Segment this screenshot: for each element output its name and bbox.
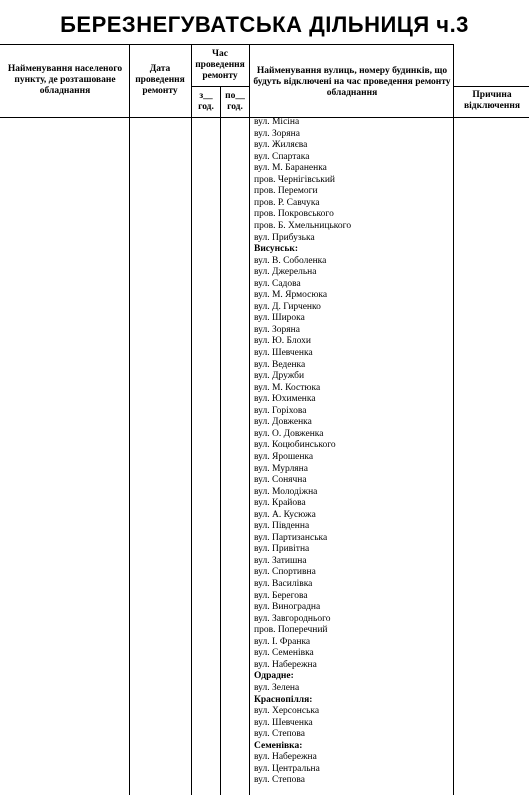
street-item: вул. М. Ярмосюка (254, 290, 328, 301)
street-item: вул. Завгороднього (254, 613, 331, 624)
settlement-heading: Краснопілля: (254, 694, 313, 705)
street-item: вул. Зелена (254, 682, 300, 693)
header-from: з__ год. (198, 91, 214, 112)
street-item: вул. Степова (254, 775, 305, 786)
street-item: вул. Херсонська (254, 706, 320, 717)
header-date: Дата проведення ремонту (135, 64, 185, 96)
street-item: вул. Довженка (254, 417, 312, 428)
street-item: вул. Шевченка (254, 348, 313, 358)
header-to: по__ год. (225, 91, 245, 112)
street-item: вул. Степова (254, 729, 305, 740)
street-item: вул. В. Соболенка (254, 255, 327, 266)
street-item: вул. Спортивна (254, 567, 316, 578)
street-item: вул. Спартака (254, 151, 310, 162)
street-item: пров. Покровського (254, 209, 334, 220)
col-divider-2 (191, 44, 192, 795)
street-item: вул. О. Довженка (254, 428, 324, 439)
street-item: вул. Набережна (254, 659, 317, 670)
header-settlement: Найменування населеного пункту, де розташоване обладнання (7, 64, 123, 96)
street-item: вул. М. Бараненка (254, 163, 327, 174)
col-divider-3 (220, 86, 221, 795)
street-item: вул. Партизанська (254, 532, 328, 543)
settlement-heading: Семенівка: (254, 740, 303, 751)
header-reason: Причина відключення (464, 90, 520, 111)
table-top-border (0, 44, 453, 45)
settlement-heading: Одрадне: (254, 671, 294, 682)
street-item: вул. Коцюбинського (254, 440, 336, 451)
street-item: вул. Сонячна (254, 475, 307, 486)
street-item: вул. Зоряна (254, 128, 300, 139)
street-item: вул. Зоряна (254, 324, 300, 335)
page-title: БЕРЕЗНЕГУВАТСЬКА ДІЛЬНИЦЯ ч.3 (60, 12, 469, 37)
street-item: вул. Горіхова (254, 405, 307, 416)
street-item: пров. Б. Хмельницького (254, 220, 352, 231)
street-item: вул. Ю. Блохи (254, 336, 311, 347)
street-item: вул. Юхименка (254, 394, 316, 405)
header-streets: Найменування вулиць, номеру будинків, що будуть відключені на час проведення ремонту обладнання (253, 66, 451, 98)
street-item: вул. Семенівка (254, 648, 314, 659)
street-item: вул. Ярошенка (254, 451, 314, 462)
street-item: вул. Василівка (254, 579, 313, 589)
street-item: пров. Поперечний (254, 625, 328, 636)
street-item: вул. Затишна (254, 555, 307, 566)
street-item: вул. Д. Гирченко (254, 301, 321, 312)
col-divider-5 (453, 44, 454, 795)
street-item: вул. Місіна (254, 117, 300, 127)
street-item: вул. Набережна (254, 752, 317, 763)
street-item: вул. Південна (254, 521, 310, 532)
street-item: вул. Прибузька (254, 232, 315, 243)
street-item: пров. Перемоги (254, 186, 318, 197)
street-item: вул. Джерельна (254, 267, 317, 278)
street-item: вул. А. Кусюжа (254, 509, 316, 520)
street-item: вул. Виноградна (254, 602, 321, 613)
col-divider-4 (249, 44, 250, 795)
street-item: вул. Мурляна (254, 463, 308, 474)
street-item: вул. І. Франка (254, 636, 311, 647)
street-item: вул. Берегова (254, 590, 308, 601)
street-item: пров. Р. Савчука (254, 197, 320, 208)
street-item: вул. Дружби (254, 371, 305, 382)
street-item: вул. Широка (254, 313, 305, 324)
header-time: Час проведення ремонту (195, 49, 245, 81)
street-item: вул. Садова (254, 278, 301, 289)
street-item: вул. Молодіжна (254, 486, 318, 497)
street-item: вул. Привітна (254, 544, 310, 555)
street-item: вул. Шевченка (254, 717, 313, 728)
street-item: вул. Центральна (254, 763, 320, 774)
street-item: вул. Жиляєва (254, 140, 308, 151)
col-divider-1 (129, 44, 130, 795)
settlement-heading: Висунськ: (254, 244, 299, 255)
street-item: вул. Веденка (254, 359, 306, 370)
reason-header-border (453, 86, 529, 87)
street-item: вул. Крайова (254, 498, 306, 509)
street-item: пров. Чернігівський (254, 174, 335, 185)
street-item: вул. М. Костюка (254, 382, 321, 393)
